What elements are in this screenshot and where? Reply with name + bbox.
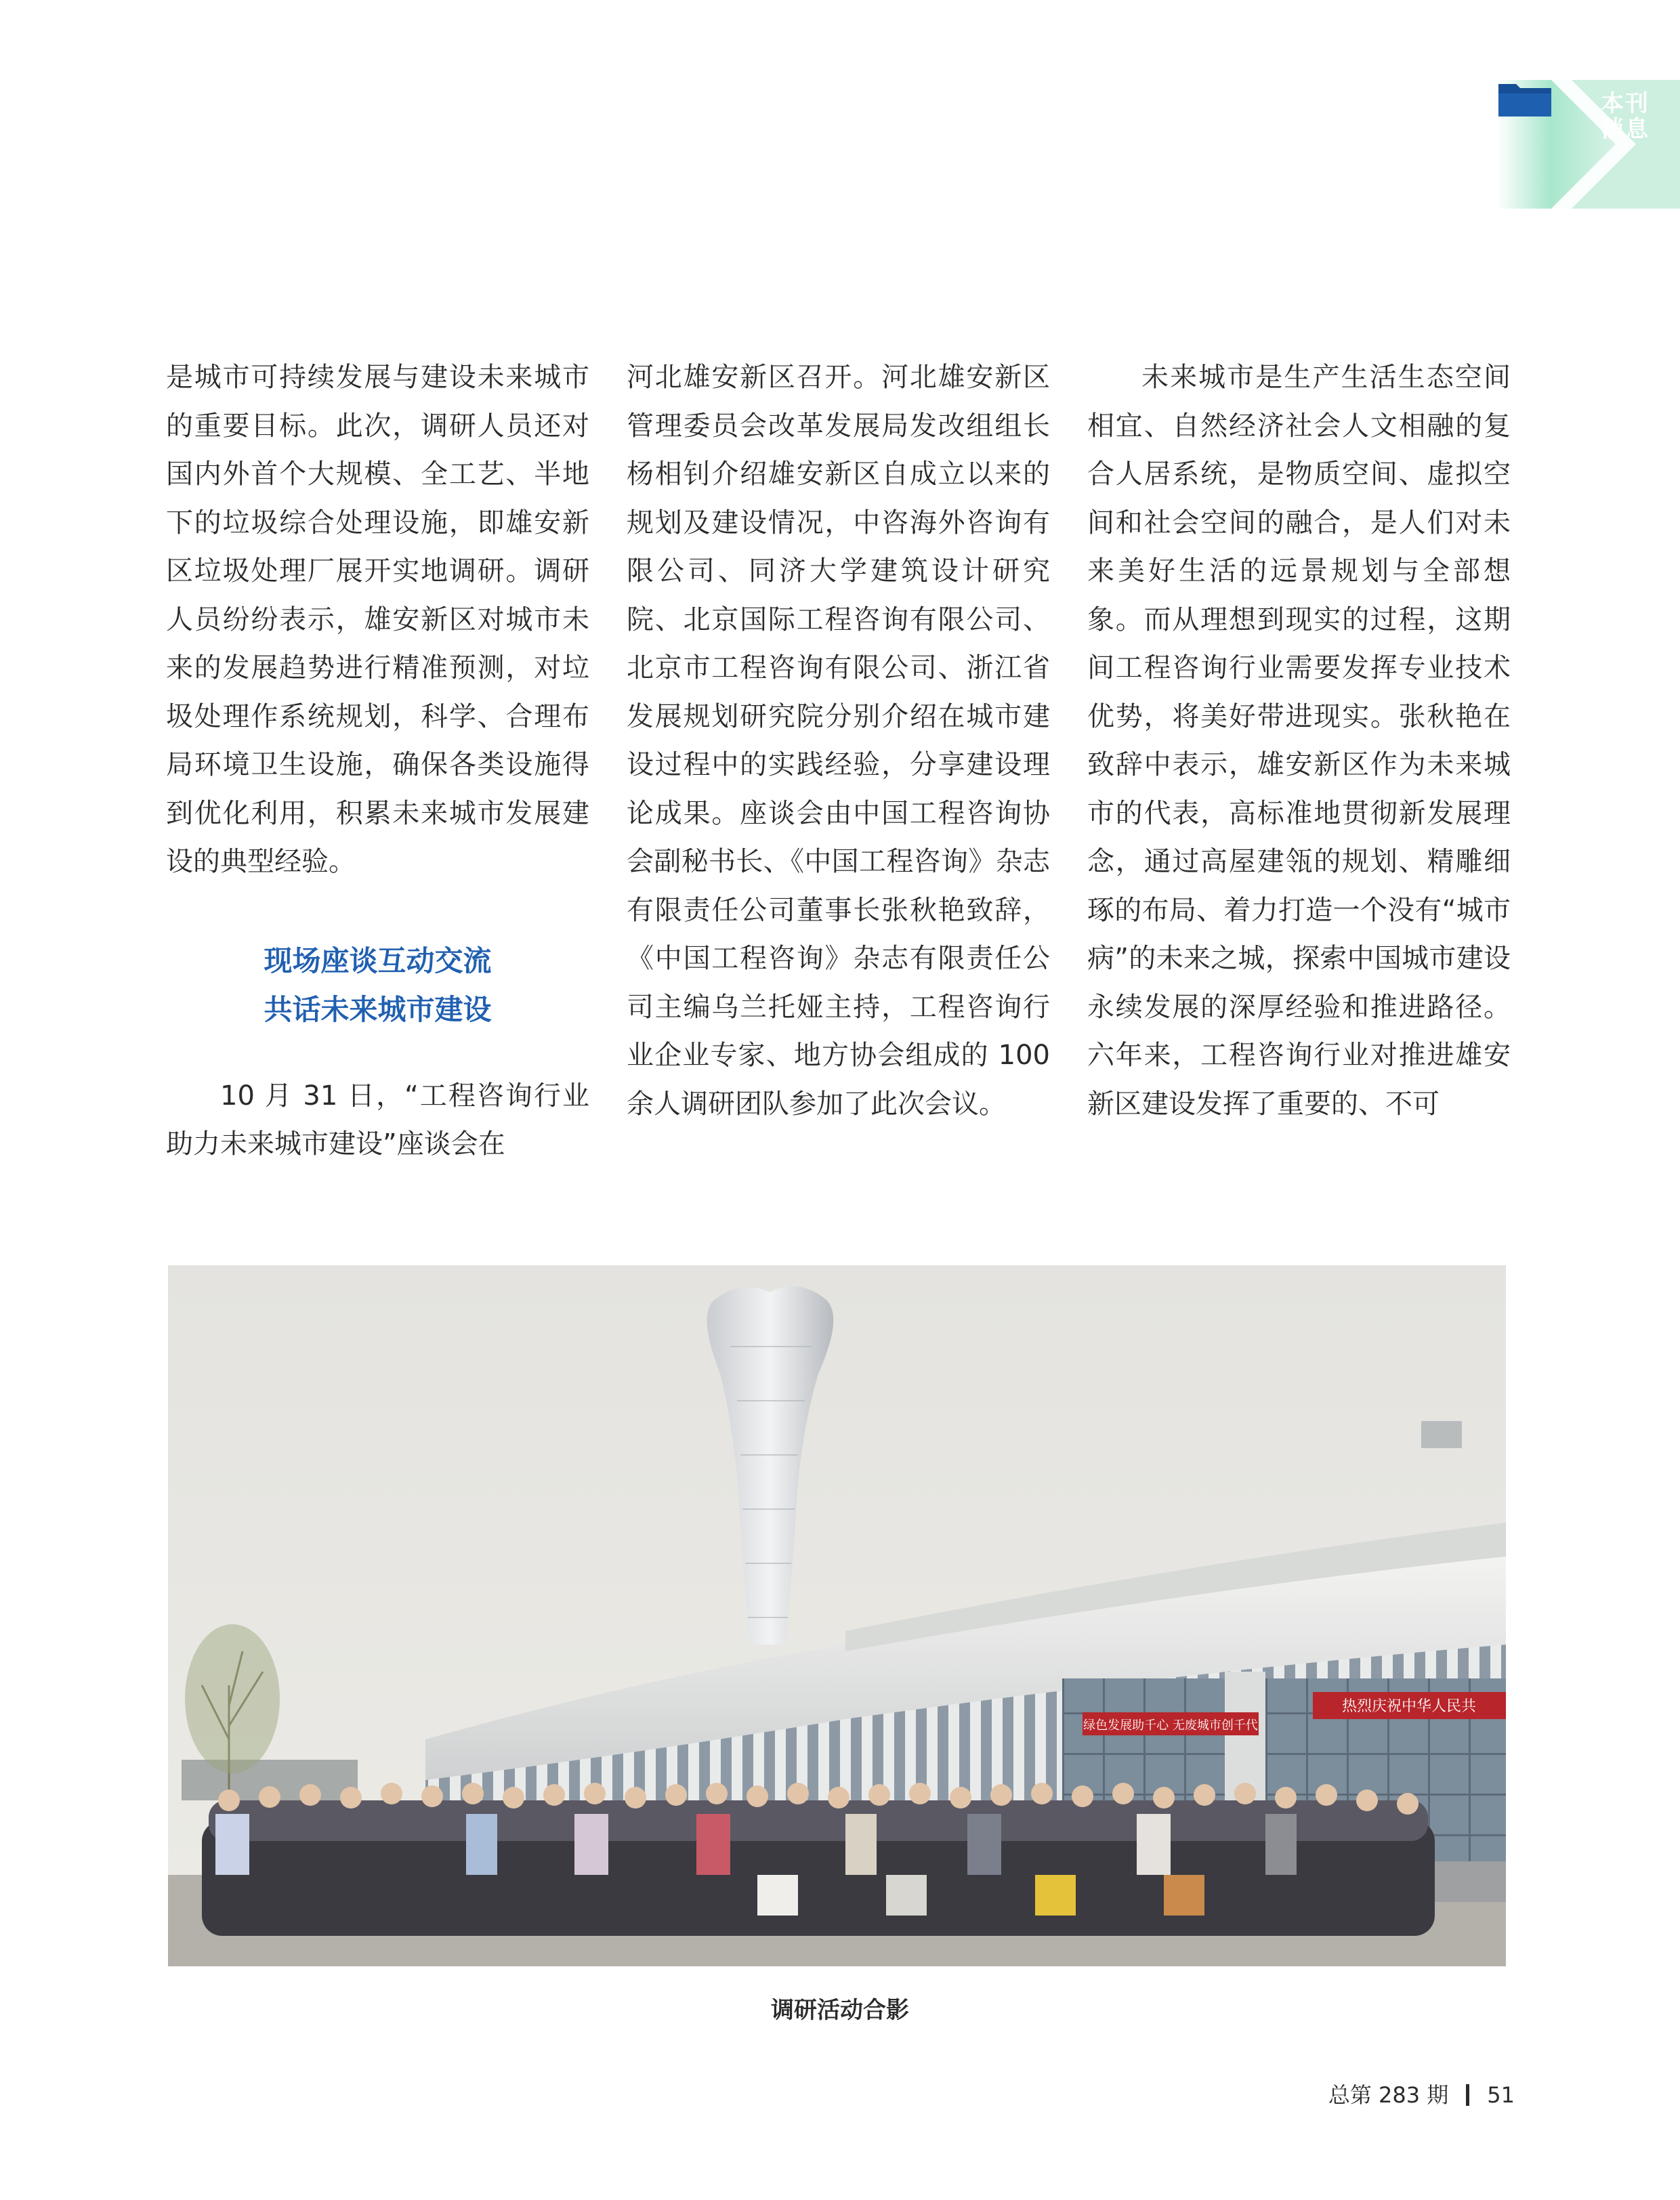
paragraph: 河北雄安新区召开。河北雄安新区管理委员会改革发展局发改组组长杨相钊介绍雄安新区自成立以来的规划及建设情况，中咨海外咨询有限公司、同济大学建筑设计研究院、北京国际工程咨询有限公司、北京市工程咨询有限公司、浙江省发展规划研究院分别介绍在城市建设过程中的实践经验，分享建设理论成果。座谈会由中国工程咨询协会副秘书长、《中国工程咨询》杂志有限责任公司董事长张秋艳致辞，《中国工程咨询》杂志有限责任公司主编乌兰托娅主持，工程咨询行业企业专家、地方协会组成的 100 余人调研团队参加了此次会议。: [627, 362, 1050, 1120]
page-footer: [1328, 2078, 1515, 2109]
group-photo: [168, 1265, 1506, 1966]
section-tab-label: [1588, 91, 1662, 142]
article-column-2: [627, 354, 1050, 1128]
paragraph: 10 月 31 日，“工程咨询行业助力未来城市建设”座谈会在: [166, 1080, 589, 1160]
banner-right-text: 热烈庆祝中华人民共: [1341, 1698, 1477, 1715]
subheading-line-2: 共话未来城市建设: [264, 992, 492, 1026]
crowd: [202, 1783, 1435, 1936]
section-tab: [1497, 80, 1680, 209]
section-tab-line2: 消息: [1601, 116, 1650, 143]
issue-number: 总第 283 期: [1328, 2082, 1449, 2108]
folder-icon: [1497, 80, 1553, 118]
subheading-line-1: 现场座谈互动交流: [264, 944, 492, 977]
section-subheading: [166, 937, 589, 1034]
page-number: 51: [1487, 2082, 1515, 2108]
paragraph: 未来城市是生产生活生态空间相宜、自然经济社会人文相融的复合人居系统，是物质空间、虚拟空间和社会空间的融合，是人们对未来美好生活的远景规划与全部想象。而从理想到现实的过程，这期间工程咨询行业需要发挥专业技术优势，将美好带进现实。张秋艳在致辞中表示，雄安新区作为未来城市的代表，高标准地贯彻新发展理念，通过高屋建瓴的规划、精雕细琢的布局、着力打造一个没有“城市病”的未来之城，探索中国城市建设永续发展的深厚经验和推进路径。六年来，工程咨询行业对推进雄安新区建设发挥了重要的、不可: [1087, 362, 1511, 1120]
photo-caption: 调研活动合影: [771, 1997, 909, 2024]
article-column-3: [1087, 354, 1511, 1128]
group-photo-illustration: [168, 1265, 1506, 1966]
section-tab-line1: 本刊: [1601, 90, 1650, 117]
article-column-1: [166, 354, 589, 1169]
paragraph: 是城市可持续发展与建设未来城市的重要目标。此次，调研人员还对国内外首个大规模、全工艺、半地下的垃圾综合处理设施，即雄安新区垃圾处理厂展开实地调研。调研人员纷纷表示，雄安新区对城市未来的发展趋势进行精准预测，对垃圾处理作系统规划，科学、合理布局环境卫生设施，确保各类设施得到优化利用，积累未来城市发展建设的典型经验。: [166, 362, 589, 877]
banner-left-text: 绿色发展助千心 无废城市创千代: [1083, 1718, 1258, 1733]
footer-divider: [1466, 2084, 1469, 2106]
